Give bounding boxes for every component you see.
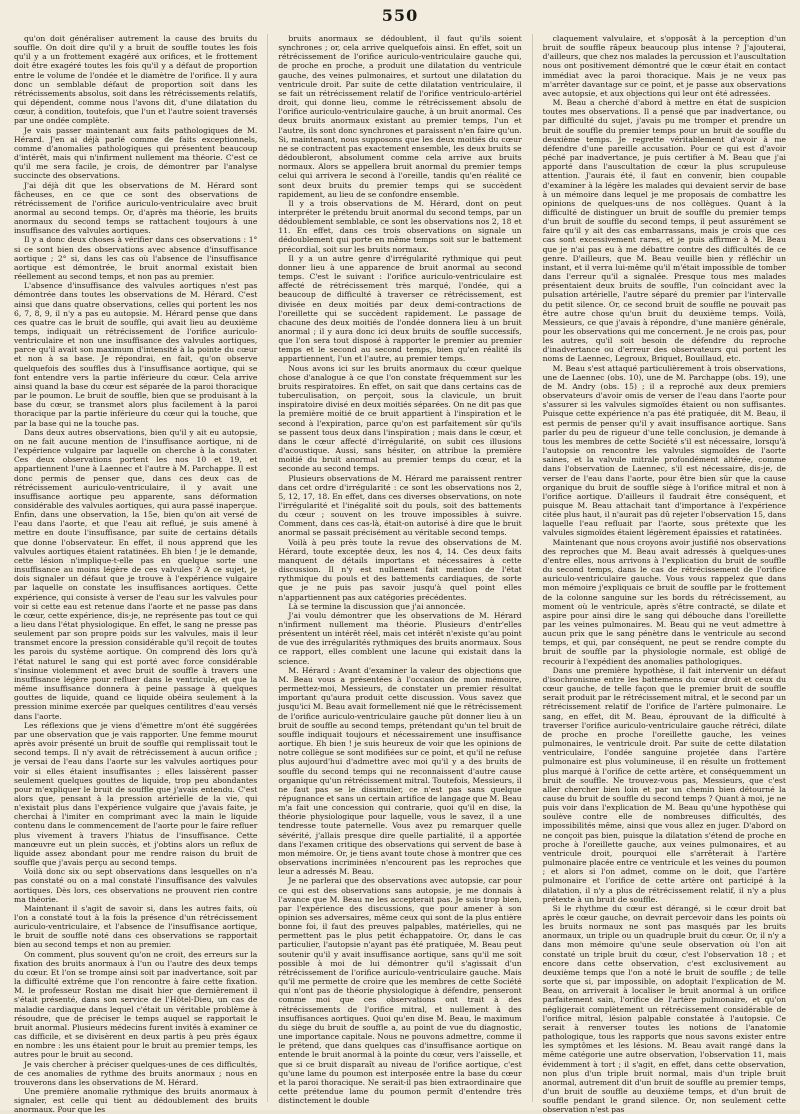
paragraph: On comment, plus souvent qu'on ne croit, des erreurs sur la fixation des bruits anormaux à l'un ou l'autre des deux temps du cœur. Et l'on se trompe ainsi soit par inadvertance, soit par la difficulté extrême que l'on rencontre à faire cette fixation. M. le professeur Rostan me disait hier que dernièrement il s'était présenté, dans son service de l'Hôtel-Dieu, un cas de maladie cardiaque dans lequel c'était un véritable problème à résoudre, que de préciser le temps auquel se rapportait le bruit anormal. Plusieurs médecins furent invités à examiner ce cas difficile, et se divisèrent en deux partis à peu près égaux en nombre : les uns étaient pour le bruit au premier temps, les autres pour le bruit au second. [14, 949, 258, 1060]
paragraph: Je vais passer maintenant aux faits pathologiques de M. Hérard. J'en ai déjà parlé comme de faits exceptionnels, comme d'anomalies pathologiques qui présentent beaucoup d'intérêt, mais qui n'infirment nullement ma théorie. C'est ce qu'il me sera facile, je crois, de démontrer par l'analyse succincte des observations. [14, 125, 258, 181]
paragraph: Je ne parlerai que des observations avec autopsie, car pour ce qui est des observations sans autopsie, je me donnais à l'avance que M. Beau ne les accepterait pas. Je suis trop bien, par l'expérience des discussions, que pour amener à son opinion ses adversaires, même ceux qui sont de la plus entière bonne foi, il faut des preuves palpables, matérielles, qui ne permettent pas le plus petit échappatoire. Or, dans le cas particulier, l'autopsie n'ayant pas été pratiquée, M. Beau peut soutenir qu'il y avait insuffisance aortique, sans qu'il me soit possible à moi de lui démontrer qu'il s'agissait d'un rétrécissement de l'orifice auriculo-ventriculaire gauche. Mais qu'il me permette de croire que les membres de cette Société qui n'ont pas de théorie physiologique à défendre, penseront comme moi que ces observations ont trait à des rétrécissements de l'orifice mitral, et nullement à des insuffisances aortiques. Quoi qu'en dise M. Beau, le maximum du siège du bruit de souffle a, au point de vue du diagnostic, une importance capitale. Nous ne pouvons admettre, comme il le prétend, que dans quelques cas d'insuffisance aortique on entende le bruit anormal à la pointe du cœur, vers l'aisselle, et que si ce bruit disparaît au niveau de l'orifice aortique, c'est qu'une lame du poumon est interposée entre la base du cœur et la paroi thoracique. Ne serait-il pas bien extraordinaire que cette prétendue lame du poumon permît d'entendre très distinctement le double [278, 876, 522, 1106]
paragraph: qu'on doit généraliser autrement la cause des bruits du souffle. On doit dire qu'il y a bruit de souffle toutes les fois qu'il y a un frottement exagéré aux orifices, et le frottement doit être exagéré toutes les fois qu'il y a défaut de proportion entre le volume de l'ondée et le diamètre de l'orifice. Il y aura donc un semblable défaut de proportion soit dans les rétrécissements absolus, soit dans les rétrécissements relatifs, qui dépendent, comme nous l'avons dit, d'une dilatation du cœur, à condition, toutefois, que l'un et l'autre soient traversés par une ondée complète. [14, 34, 258, 126]
paragraph: J'ai voulu démontrer que les observations de M. Hérard n'infirment nullement ma théorie. Plusieurs d'entr'elles présentent un intérêt réel, mais cet intérêt n'existe qu'au point de vue des irrégularités rythmiques des bruits anormaux. Sous ce rapport, elles comblent une lacune qui existait dans la science. [278, 610, 522, 666]
paragraph: M. Beau a cherché d'abord à mettre en état de suspicion toutes mes observations. Il a pensé que par inadvertance, ou par difficulté du sujet, j'avais pu me tromper et prendre un bruit de souffle du premier temps pour un bruit de souffle du deuxième temps. Je regrette véritablement d'avoir à me défendre d'une pareille accusation. Pour ce qui est d'avoir péché par inadvertance, je puis certifier à M. Beau que j'ai apporté dans l'auscultation de cœur la plus scrupuleuse attention. J'aurais été, il faut en convenir, bien coupable d'examiner à la légère les malades qui devaient servir de base à un mémoire dans lequel je me proposais de combattre les opinions de quelques-uns de nos collègues. Quant à la difficulté de distinguer un bruit de souffle du premier temps d'un bruit de souffle du second temps, il peut assurément se faire qu'il y ait des cas embarrassans, mais je crois que ces cas sont excessivement rares, et je puis affirmer à M. Beau que je n'ai pas eu à me débattre contre des difficultés de ce genre. D'ailleurs, que M. Beau veuille bien y réfléchir un instant, et il verra lui-même qu'il m'était impossible de tomber dans l'erreur qu'il a signalée. Presque tous mes malades présentaient deux bruits de souffle, l'un coïncidant avec la pulsation artérielle, l'autre séparé du premier par l'intervalle du petit silence. Or, ce second bruit de souffle ne pouvait pas être autre chose qu'un bruit du deuxième temps. Voilà, Messieurs, ce que j'avais à répondre, d'une manière générale, pour les observations qui me concernent. Je ne crois pas, pour les autres, qu'il soit besoin de défendre du reproche d'inadvertance ou d'erreur des observateurs qui portent les noms de Laennec, Legroux, Briquet, Bouillaud, etc. [542, 98, 786, 364]
column-left [14, 34, 258, 1114]
paragraph: Il y a trois observations de M. Hérard, dont on peut interpréter le prétendu bruit anormal du second temps, par un dédoublement semblable, ce sont les observations nos 2, 18 et 11. En effet, dans ces trois observations on signale un dédoublement qui porte en même temps soit sur le battement précordial, soit sur les bruits normaux. [278, 198, 522, 254]
paragraph: L'absence d'insuffisance des valvules aortiques n'est pas démontrée dans toutes les observations de M. Hérard. C'est ainsi que dans quatre observations, celles qui portent les nos 6, 7, 8, 9, il n'y a pas eu autopsie. M. Hérard pense que dans ces quatre cas le bruit de souffle, qui avait lieu au deuxième temps, indiquait un rétrécissement de l'orifice auriculo-ventriculaire et non une insuffisance des valvules aortiques, parce qu'il avait son maximum d'intensité à la pointe du cœur et non à sa base. Je répondrai, en fait, qu'on observe quelquefois des souffles dus à l'insuffisance aortique, qui se font entendre vers la partie inférieure du cœur. Cela arrive ainsi quand la base du cœur est séparée de la paroi thoracique par le poumon. Le bruit de souffle, bien que se produisant à la base du cœur, se transmet alors plus facilement à la paroi thoracique par la partie inférieure du cœur qui la touche, que par la base qui ne la touche pas. [14, 281, 258, 428]
paragraph: Voilà à peu près toute la revue des observations de M. Hérard, toute exceptée deux, les nos 4, 14. Ces deux faits manquent de détails importans et nécessaires à cette discussion. Il n'y est nullement fait mention de l'état rythmique du pouls et des battements cardiaques, de sorte que je ne puis pas savoir jusqu'à quel point elles n'appartiennent pas aux catégories précédentes. [278, 537, 522, 602]
text-columns [14, 34, 786, 1114]
paragraph: Dans deux autres observations, bien qu'il y ait eu autopsie, on ne fait aucune mention de l'insuffisance aortique, ni de l'expérience vulgaire par laquelle on cherche à la constater. Ces deux observations portent les nos 10 et 19, et appartiennent l'une à Laennec et l'autre à M. Parchappe. Il est donc permis de penser que, dans ces deux cas de rétrécissement auriculo-ventriculaire, il y avait une insuffisance aortique peu apparente, sans déformation considérable des valvules aortiques, qui aura passé inaperçue. Enfin, dans une observation, la 15e, bien qu'on ait versé de l'eau dans l'aorte, et que l'eau ait reflué, je suis amené à mettre en doute l'insuffisance, par suite de certains détails que donne l'observateur. En effet, il nous apprend que les valvules aortiques étaient ratatinées. Eh bien ! je le demande, cette lésion n'implique-t-elle pas en quelque sorte une insuffisance au moins légère de ces valvules ? A ce sujet, je dois signaler un défaut que je trouve à l'expérience vulgaire par laquelle on constate les insuffisances aortiques. Cette expérience, qui consiste à verser de l'eau sur les valvules pour voir si cette eau est retenue dans l'aorte et ne passe pas dans le cœur, cette expérience, dis-je, ne représente pas tout ce qui a lieu dans l'état physiologique. En effet, le sang ne presse pas seulement par son propre poids sur les valvules, mais il leur transmet encore la pression considérable qu'il reçoit de toutes les parois du système aortique. On comprend dès lors qu'à l'état naturel le sang qui est porté avec force considérable s'insinue violemment et avec bruit de souffle à travers une insuffisance légère pour refluer dans le ventricule, et que la même insuffisance donnera à peine passage à quelques gouttes de liquide, quand ce liquide obéira seulement à la pression minime exercée par quelques centilitres d'eau versés dans l'aorte. [14, 427, 258, 721]
paragraph: Nous avons ici sur les bruits anormaux du cœur quelque chose d'analogue à ce que l'on constate fréquemment sur les bruits respiratoires. En effet, on sait que dans certains cas de tuberculisation, on perçoit, sous la clavicule, un bruit inspiratoire divisé en deux moitiés séparées. On ne dit pas que la première moitié de ce bruit appartient à l'inspiration et le second à l'expiration, parce qu'on est parfaitement sûr qu'ils se passent tous deux dans l'inspiration ; mais dans le cœur, et dans le cœur affecté d'irrégularité, on subit ces illusions d'acoustique. Aussi, sans hésiter, on attribue la première moitié du bruit anormal au premier temps du cœur, et la seconde au second temps. [278, 363, 522, 474]
paragraph: Plusieurs observations de M. Hérard me paraissent rentrer dans cet ordre d'irrégularité : ce sont les observations nos 2, 5, 12, 17, 18. En effet, dans ces diverses observations, on note l'irrégularité et l'inégalité soit du pouls, soit des battements du cœur ; souvent on les trouve impossibles à suivre. Comment, dans ces cas-là, était-on autorisé à dire que le bruit anormal se passait précisément au véritable second temps. [278, 473, 522, 538]
paragraph: Il y a donc deux choses à vérifier dans ces observations : 1° si ce sont bien des observations avec absence d'insuffisance aortique ; 2° si, dans les cas où l'absence de l'insuffisance aortique est démontrée, le bruit anormal existait bien réellement au second temps, et non pas au premier. [14, 235, 258, 282]
column-right [542, 34, 786, 1114]
paragraph: Dans une première hypothèse, il fait intervenir un défaut d'isochronisme entre les battemens du cœur droit et ceux du cœur gauche, de telle façon que le premier bruit de souffle serait produit par le rétrécissement mitral, et le second par un rétrécissement relatif de l'orifice de l'artère pulmonaire. Le sang, en effet, dit M. Beau, éprouvant de la difficulté à traverser l'orifice auriculo-ventriculaire gauche rétréci, dilate de proche en proche l'oreillette gauche, les veines pulmonaires, le ventricule droit. Par suite de cette dilatation ventriculaire, l'ondée sanguine projetée dans l'artère pulmonaire est plus volumineuse, il en résulte un frottement plus marqué à l'orifice de cette artère, et conséquemment un bruit de souffle. Ne trouvez-vous pas, Messieurs, que c'est aller chercher bien loin et par un chemin bien détourné la cause du bruit de souffle du second temps ? Quant à moi, je ne puis voir dans l'explication de M. Beau qu'une hypothèse qui soulève contre elle de nombreuses difficultés, des impossibilités même, ainsi que vous allez en juger. D'abord on ne conçoit pas bien, puisque la dilatation s'étend de proche en proche à l'oreillette gauche, aux veines pulmonaires, et au ventricule droit, pourquoi elle s'arrêterait à l'artère pulmonaire placée entre ce ventricule et les veines du poumon ; et alors si l'on admet, comme on le doit, que l'artère pulmonaire et l'orifice de cette artère ont participé à la dilatation, il n'y a plus de rétrécissement relatif, il n'y a plus prétexte à un bruit de souffle. [542, 665, 786, 904]
paragraph: Voilà donc six ou sept observations dans lesquelles on n'a pas constaté ou on a mal constaté l'insuffisance des valvules aortiques. Dès lors, ces observations ne prouvent rien contre ma théorie. [14, 867, 258, 904]
paragraph: M. Hérard : Avant d'examiner la valeur des objections que M. Beau vous a présentées à l'occasion de mon mémoire, permettez-moi, Messieurs, de constater un premier résultat important qu'aura produit cette discussion. Vous savez que jusqu'ici M. Beau avait formellement nié que le rétrécissement de l'orifice auriculo-ventriculaire gauche pût donner lieu à un bruit de souffle au second temps, prétendant qu'un tel bruit de souffle indiquait toujours et nécessairement une insuffisance aortique. Eh bien ! je suis heureux de voir que les opinions de notre collègue se sont modifiées sur ce point, et qu'il ne refuse plus aujourd'hui d'admettre avec moi qu'il y a des bruits de souffle du second temps qui ne reconnaissent d'autre cause organique qu'un rétrécissement mitral. Toutefois, Messieurs, il ne faut pas se le dissimuler, ce n'est pas sans quelque répugnance et sans un certain artifice de langage que M. Beau m'a fait une concession qui contrarie, quoi qu'il en dise, la théorie physiologique pour laquelle, vous le savez, il a une tendresse toute paternelle. Vous avez pu remarquer quelle sévérité, j'allais presque dire quelle partialité, il a apportée dans l'examen critique des observations qui servent de base à mon mémoire. Or, je tiens avant toute chose à montrer que ces observations incriminées n'encourent pas les reproches que leur a adressés M. Beau. [278, 665, 522, 877]
column-middle [278, 34, 522, 1106]
paragraph: Si le rhythme du cœur est dérangé, si le cœur droit bat après le cœur gauche, on devrait percevoir dans les points où les bruits normaux ne sont pas masqués par les bruits anormaux, un triple ou un quadruple bruit du cœur. Or, il n'y a dans mon mémoire qu'une seule observation où l'on ait constaté un triple bruit du cœur, c'est l'observation 18 ; et encore dans cette observation, c'est exclusivement au deuxième temps que l'on a noté le bruit de souffle ; de telle sorte que si, par impossible, on adoptait l'explication de M. Beau, on arriverait à localiser le bruit anormal à un orifice parfaitement sain, l'orifice de l'artère pulmonaire, et qu'on négligerait complètement un rétrécissement considérable de l'orifice mitral, lésion palpable constatée à l'autopsie. Ce serait à renverser toutes les notions de l'anatomie pathologique, tous les rapports que nous savons exister entre les symptômes et les lésions. M. Beau avait rangé dans la même catégorie une autre observation, l'observation 11, mais évidemment à tort ; il s'agit, en effet, dans cette observation, non plus d'un triple bruit normal, mais d'un triple bruit anormal, autrement dit d'un bruit de souffle au premier temps, d'un bruit de souffle au deuxième temps, et d'un bruit de souffle pendant le grand silence. Or, non seulement cette observation n'est pas [542, 903, 786, 1114]
paragraph: Maintenant que nous croyons avoir justifié nos observations des reproches que M. Beau avait adressés à quelques-unes d'entre elles, nous arrivons à l'explication du bruit de souffle du second temps, dans le cas de rétrécissement de l'orifice auriculo-ventriculaire gauche. Vous vous rappelez que dans mon mémoire j'expliquais ce bruit de souffle par le frottement de la colonne sanguine sur les bords du rétrécissement, au moment où le ventricule, après s'être contracté, se dilate et aspire pour ainsi dire le sang qui débouche dans l'oreillette par les veines pulmonaires. M. Beau qui ne veut admettre à aucun prix que le sang pénètre dans le ventricule au second temps, et qui, par conséquent, ne peut se rendre compte du bruit de souffle par la physiologie normale, est obligé de recourir à l'expédient des anomalies pathologiques. [542, 537, 786, 666]
paragraph: Là se termine la discussion que j'ai annoncée. [288, 601, 466, 611]
paragraph: Les réflexions que je viens d'émettre m'ont été suggérées par une observation que je vais rapporter. Une femme mourut après avoir présenté un bruit de souffle qui remplissait tout le second temps. Il n'y avait de rétrécissement à aucun orifice ; je versai de l'eau dans l'aorte sur les valvules aortiques pour voir si elles étaient insuffisantes ; elles laissèrent passer seulement quelques gouttes de liquide, trop peu abondantes pour m'expliquer le bruit de souffle que j'avais entendu. C'est alors que, pensant à la pression artérielle de la vie, qui n'existait plus dans l'expérience vulgaire que j'avais faite, je cherchai à l'imiter en comprimant avec la main le liquide contenu dans le commencement de l'aorte pour le faire refluer plus vivement à travers l'hiatus de l'insuffisance. Cette manœuvre eut un plein succès, et j'obtins alors un reflux de liquide assez abondant pour me rendre raison du bruit de souffle que j'avais perçu au second temps. [14, 720, 258, 868]
paragraph: Il y a un autre genre d'irrégularité rythmique qui peut donner lieu à une apparence de bruit anormal au second temps. C'est le suivant : l'orifice auriculo-ventriculaire est affecté de rétrécissement très marqué, l'ondée, qui a beaucoup de difficulté à traverser ce rétrécissement, est divisée en deux moitiés par deux demi-contractions de l'oreillette qui se succèdent rapidement. Le passage de chacune des deux moitiés de l'ondée donnera lieu à un bruit anormal ; il y aura donc ici deux bruits de souffle successifs, que l'on sera tout disposé à rapporter le premier au premier temps et le second au second temps, bien qu'en réalité ils appartiennent, l'un et l'autre, au premier temps. [278, 253, 522, 364]
paragraph: Maintenant il s'agit de savoir si, dans les autres faits, où l'on a constaté tout à la fois la présence d'un rétrécissement auriculo-ventriculaire, et l'absence de l'insuffisance aortique, le bruit de souffle noté dans ces observations se rapportait bien au second temps et non au premier. [14, 903, 258, 950]
paragraph: Je vais chercher à préciser quelques-unes de ces difficultés, de ces anomalies de rythme des bruits anormaux ; nous en trouverons dans les observations de M. Hérard. [14, 1059, 258, 1087]
column-divider [532, 34, 533, 1102]
paragraph: Une première anomalie rythmique des bruits anormaux à signaler, est celle qui tient au dédoublement des bruits anormaux. Pour que les [14, 1086, 258, 1114]
column-divider [267, 34, 268, 1102]
paragraph: J'ai déjà dit que les observations de M. Hérard sont fâcheuses, en ce que ce sont des observations de rétrécissement de l'orifice auriculo-ventriculaire avec bruit anormal au second temps. Or, d'après ma théorie, les bruits anormaux du second temps se rattachent toujours à une insuffisance des valvules aortiques. [14, 180, 258, 236]
paragraph: claquement valvulaire, et s'opposât à la perception d'un bruit de souffle râpeux beaucoup plus intense ? J'ajouterai, d'ailleurs, que chez nos malades la percussion et l'auscultation nous ont positivement démontré que le cœur était en contact immédiat avec la paroi thoracique. Mais je ne veux pas m'arrêter davantage sur ce point, et je passe aux observations avec autopsie, et aux objections qui leur ont été adressées. [542, 34, 786, 98]
page-number: 550 [381, 6, 419, 25]
paragraph: M. Beau s'est attaqué particulièrement à trois observations, une de Laennec (obs. 10), une de M. Parchappe (obs. 19), une de M. Andry (obs. 15) ; il a reproché aux deux premiers observateurs d'avoir omis de verser de l'eau dans l'aorte pour s'assurer si les valvules sigmoïdes étaient ou non suffisantes. Puisque cette expérience n'a pas été pratiquée, dit M. Beau, il est permis de penser qu'il y avait insuffisance aortique. Sans parler du peu de rigueur d'une telle conclusion, je demande à tous les membres de cette Société s'il est nécessaire, lorsqu'à l'autopsie on rencontre les valvules sigmoïdes de l'aorte saines, et la valvule mitrale profondément altérée, comme dans l'observation de Laennec, s'il est nécessaire, dis-je, de verser de l'eau dans l'aorte, pour être bien sûr que la cause organique du bruit de souffle siège à l'orifice mitral et non à l'orifice aortique. D'ailleurs il faudrait être conséquent, et puisque M. Beau attachait tant d'importance à l'expérience citée plus haut, il n'aurait pas dû rejeter l'observation 15, dans laquelle l'eau refluait par l'aorte, sous prétexte que les valvules sigmoïdes étaient légèrement épaissies et ratatinées. [542, 363, 786, 538]
paragraph: bruits anormaux se dédoublent, il faut qu'ils soient synchrones ; or, cela arrive quelquefois ainsi. En effet, soit un rétrécissement de l'orifice auriculo-ventriculaire gauche qui, de proche en proche, a produit une dilatation du ventricule gauche, des veines pulmonaires, et surtout une dilatation du ventricule droit. Par suite de cette dilatation ventriculaire, il se fait un rétrécissement relatif de l'orifice ventriculo-artériel droit, qui donne lieu, comme le rétrécissement absolu de l'orifice auriculo-ventriculaire gauche, à un bruit anormal. Ces deux bruits anormaux existant au premier temps, l'un et l'autre, ils sont donc synchrones et paraissent n'en faire qu'un. Si, maintenant, nous supposons que les deux moitiés du cœur ne se contractent pas exactement ensemble, les deux bruits se dédoubleront, absolument comme cela arrive aux bruits normaux. Alors se appellera bruit anormal du premier temps celui qui arrivera le second à l'oreille, tandis qu'en réalité ce sont deux bruits du premier temps qui se succèdent rapidement, au lieu de se confondre ensemble. [278, 34, 522, 199]
